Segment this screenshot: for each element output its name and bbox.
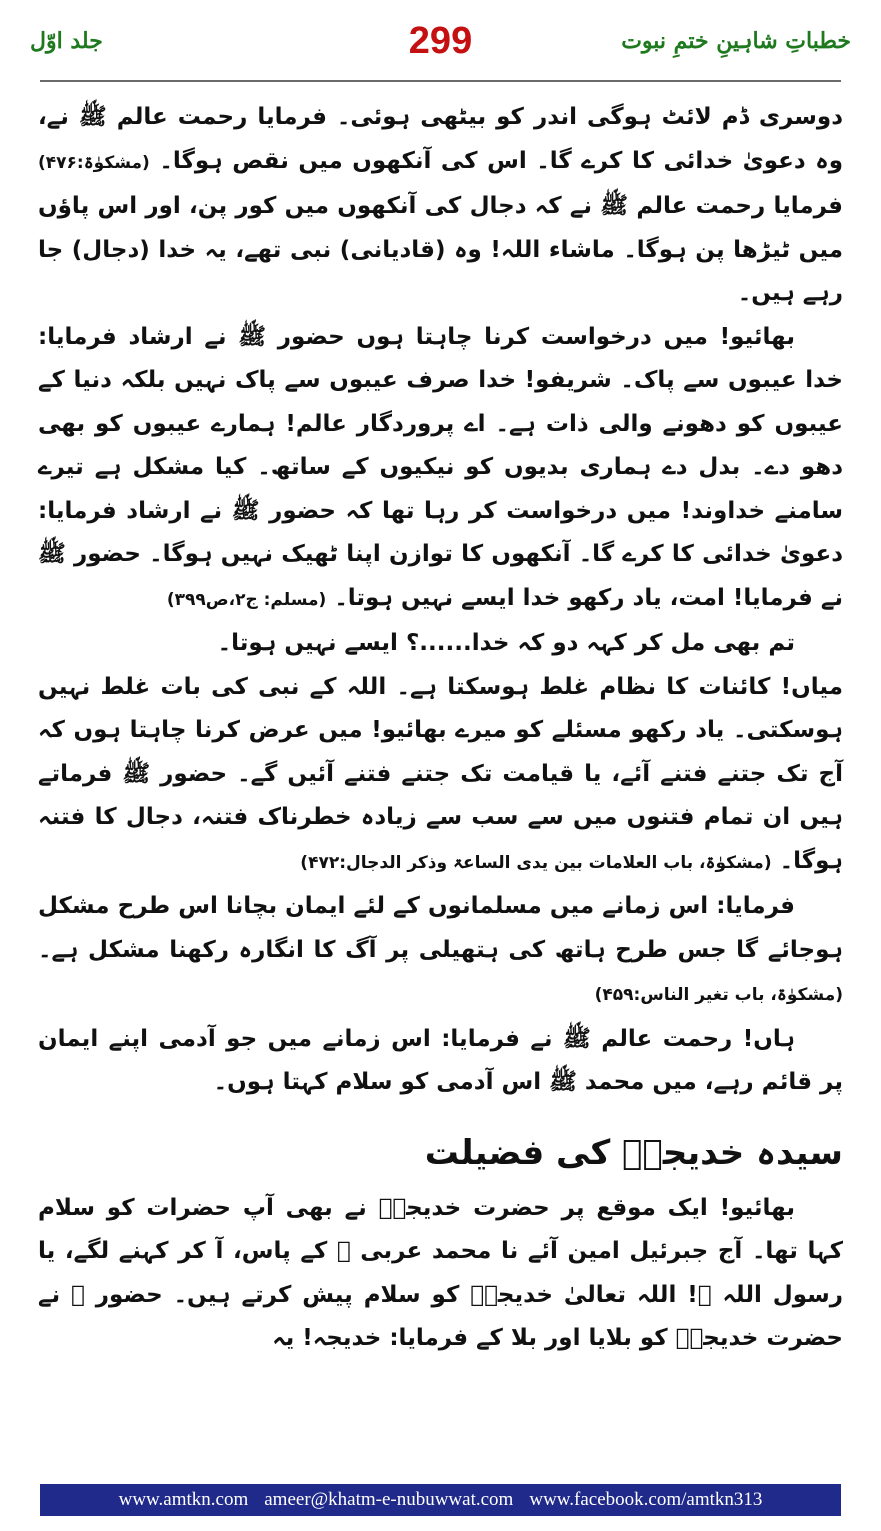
paragraph-text: بھائیو! ایک موقع پر حضرت خدیجہؓ نے بھی آپ حضرات کو سلام کہا تھا۔ آج جبرئیل امین آئے نا محمد عربی ﷺ کے پاس، آ کر کہنے لگے، یا رسول اللہ ﷺ! اللہ تعالیٰ خدیجہؓ کو سلام پیش کرتے ہیں۔ حضور ﷺ نے حضرت خدیجہؓ کو بلایا اور بلا کے فرمایا: خدیجہ! یہ [38, 1194, 843, 1351]
citation: (مسلم: ج۲،ص۳۹۹) [166, 589, 327, 610]
paragraph-text: میاں! کائنات کا نظام غلط ہوسکتا ہے۔ اللہ کے نبی کی بات غلط نہیں ہوسکتی۔ یاد رکھو مسئلے کو میرے بھائیو! میں عرض کرنا چاہتا ہوں کہ آج تک جتنے فتنے آئے، یا قیامت تک جتنے فتنے آئیں گے۔ حضور ﷺ فرماتے ہیں ان تمام فتنوں میں سے سب سے زیادہ خطرناک فتنہ، دجال کا فتنہ ہوگا۔ [38, 673, 843, 874]
page-body [38, 96, 843, 1361]
page-number: 299 [408, 20, 473, 62]
facebook-link[interactable]: www.facebook.com/amtkn313 [529, 1489, 763, 1510]
website-link[interactable]: www.amtkn.com [118, 1489, 249, 1510]
paragraph-text: فرمایا رحمت عالم ﷺ نے کہ دجال کی آنکھوں میں کور پن، اور اس پاؤں میں ٹیڑھا پن ہوگا۔ ماشاء اللہ! وہ (قادیانی) نبی تھے، یہ خدا (دجال) جا رہے ہیں۔ [38, 193, 843, 306]
paragraph [38, 885, 843, 1018]
paragraph-text: بھائیو! میں درخواست کرنا چاہتا ہوں حضور ﷺ نے ارشاد فرمایا: خدا عیبوں سے پاک۔ شریفو! خدا صرف عیبوں سے پاک نہیں بلکہ دنیا کے عیبوں کو دھونے والی ذات ہے۔ اے پروردگار عالم! ہمارے عیبوں کو بھی دھو دے۔ بدل دے ہماری بدیوں کو نیکیوں کے ساتھ۔ کیا مشکل ہے تیرے سامنے خداوند! میں درخواست کر رہا تھا کہ حضور ﷺ نے ارشاد فرمایا: دعویٰ خدائی کا کرے گا۔ آنکھوں کا توازن اپنا ٹھیک نہیں ہوگا۔ حضور ﷺ نے فرمایا! امت، یاد رکھو خدا ایسے نہیں ہوتا۔ [38, 323, 843, 611]
page-footer [40, 1484, 841, 1516]
paragraph [38, 1187, 843, 1361]
paragraph [38, 1018, 843, 1105]
paragraph-text: ہاں! رحمت عالم ﷺ نے فرمایا: اس زمانے میں جو آدمی اپنے ایمان پر قائم رہے، میں محمد ﷺ اس آدمی کو سلام کہتا ہوں۔ [38, 1025, 843, 1095]
paragraph-text: دوسری ڈم لائٹ ہوگی اندر کو بیٹھی ہوئی۔ فرمایا رحمت عالم ﷺ نے، وہ دعویٰ خدائی کا کرے گا۔ اس کی آنکھوں میں نقص ہوگا۔ [38, 104, 844, 174]
header-divider [40, 80, 841, 82]
email-link[interactable]: ameer@khatm-e-nubuwwat.com [264, 1489, 514, 1510]
paragraph [38, 622, 843, 666]
citation: (مشکوٰۃ، باب تغیر الناس:۴۵۹) [594, 985, 843, 1005]
citation: (مشکوٰۃ:۴۷۶) [38, 152, 150, 173]
book-title: خطباتِ شاہینِ ختمِ نبوت [621, 28, 851, 54]
paragraph [38, 96, 843, 316]
paragraph-text: فرمایا: اس زمانے میں مسلمانوں کے لئے ایمان بچانا اس طرح مشکل ہوجائے گا جس طرح ہاتھ کی ہتھیلی پر آگ کا انگارہ رکھنا مشکل ہے۔ [38, 893, 843, 963]
paragraph-text: تم بھی مل کر کہہ دو کہ خدا......؟ ایسے نہیں ہوتا۔ [217, 630, 795, 656]
paragraph [38, 666, 843, 886]
citation: (مشکوٰۃ، باب العلامات بین یدی الساعۃ وذکر الدجال:۴۷۲) [300, 852, 772, 873]
paragraph [38, 316, 843, 623]
volume-label: جلد اوّل [30, 28, 103, 54]
section-heading: سیدہ خدیجہؓ کی فضیلت [424, 1132, 843, 1173]
page-header [30, 18, 851, 68]
